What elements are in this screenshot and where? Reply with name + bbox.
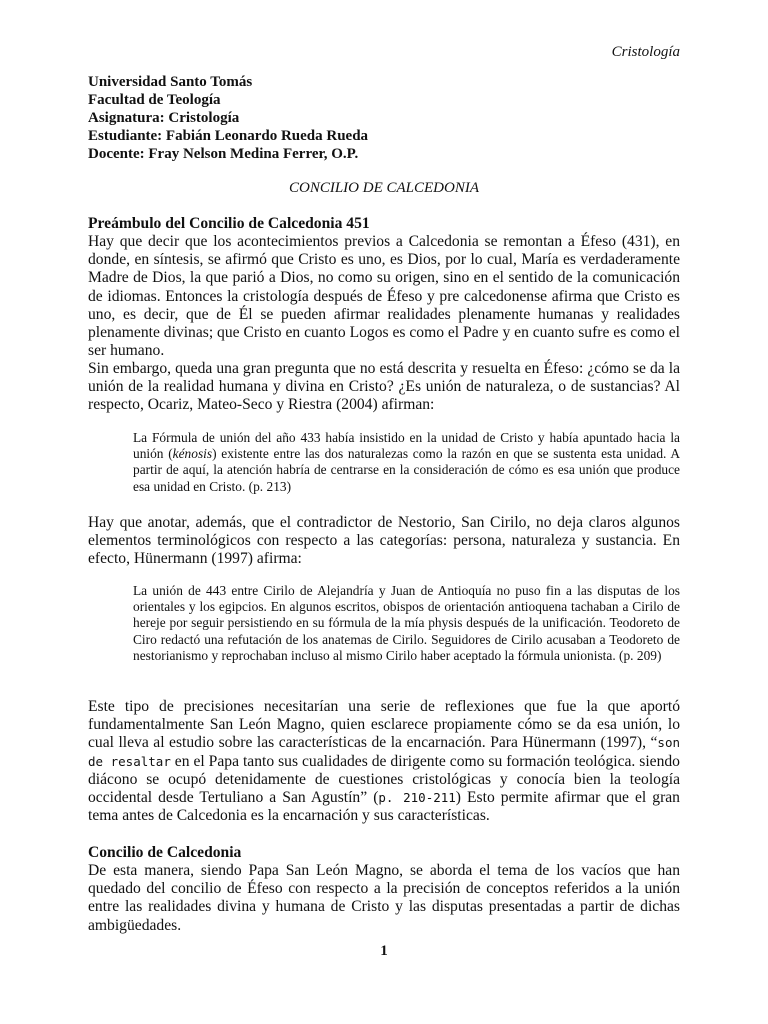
paragraph-1: Hay que decir que los acontecimientos previos a Calcedonia se remontan a Éfeso (431), en donde, en síntesis, se afirmó que Cristo es uno, es Dios, por lo cual, María es verdaderamente Madre de Dios, la que parió a Dios, no como su origen, sino en el sentido de la comunicación de idiomas. Entonces la cristología después de Éfeso y pre calcedonense afirma que Cristo es uno, es decir, que de Él se pueden afirmar realidades plenamente humanas y realidades plenamente divinas; que Cristo en cuanto Logos es como el Padre y en cuanto sufre es como el ser humano.: [88, 233, 680, 360]
paragraph-3: Hay que anotar, además, que el contradictor de Nestorio, San Cirilo, no deja claros algunos elementos terminológicos con respecto a las categorías: persona, naturaleza y sustancia. En efecto, Hünermann (1997) afirma:: [88, 514, 680, 568]
section-heading-concilio: Concilio de Calcedonia: [88, 844, 242, 861]
paragraph-4-monospace-quote: son de resaltar: [88, 735, 680, 769]
quote-1-part-b: ) existente entre las dos naturalezas como la razón en que se sustenta esta unidad. A partir de aquí, la atención habría de centrarse en la consideración de cómo es esa unión que produce esa unidad en Cristo. (p. 213): [133, 446, 681, 494]
university-line: Universidad Santo Tomás: [88, 74, 253, 90]
page-number: 1: [380, 943, 388, 959]
paragraph-4-monospace-citation: p. 210-211: [378, 790, 456, 806]
paragraph-4: [88, 698, 680, 825]
student-line: Estudiante: Fabián Leonardo Rueda Rueda: [88, 128, 369, 144]
quote-1-italic-term: kénosis: [172, 446, 213, 462]
faculty-line: Facultad de Teología: [88, 92, 221, 108]
running-header-title: Cristología: [611, 44, 680, 60]
document-metadata: [88, 73, 368, 163]
block-quote-1: [133, 430, 680, 495]
paragraph-2: Sin embargo, queda una gran pregunta que no está descrita y resuelta en Éfeso: ¿cómo se da la unión de la realidad humana y divina en Cristo? ¿Es unión de naturaleza, o de sustancias? Al respecto, Ocariz, Mateo-Seco y Riestra (2004) afirman:: [88, 360, 680, 414]
paragraph-4-part-a: Este tipo de precisiones necesitarían una serie de reflexiones que fue la que aportó fundamentalmente San León Magno, quien esclarece propiamente cómo se da esa unión, lo cual lleva al estudio sobre las características de la encarnación. Para Hünermann (1997), “: [88, 698, 680, 752]
paragraph-4-part-c: ) Esto permite afirmar que el gran tema antes de Calcedonia es la encarnación y sus características.: [88, 789, 680, 825]
block-quote-2: La unión de 443 entre Cirilo de Alejandría y Juan de Antioquía no puso fin a las disputas de los orientales y los egipcios. En algunos escritos, obispos de orientación antioquena tachaban a Cirilo de hereje por seguir persistiendo en su fórmula de la mía physis después de la unificación. Teodoreto de Ciro redactó una refutación de los anatemas de Cirilo. Seguidores de Cirilo acusaban a Teodoreto de nestorianismo y reprochaban incluso al mismo Cirilo haber aceptado la fórmula unionista. (p. 209): [133, 583, 680, 663]
document-title: CONCILIO DE CALCEDONIA: [288, 180, 479, 196]
teacher-line: Docente: Fray Nelson Medina Ferrer, O.P.: [88, 146, 359, 162]
paragraph-5: De esta manera, siendo Papa San León Magno, se aborda el tema de los vacíos que han quedado del concilio de Éfeso con respecto a la precisión de conceptos referidos a la unión entre las realidades divina y humana de Cristo y las disputas presentadas a partir de dichas ambigüedades.: [88, 862, 680, 934]
subject-line: Asignatura: Cristología: [88, 110, 240, 126]
quote-1-part-a: La Fórmula de unión del año 433 había insistido en la unidad de Cristo y había apuntado hacia la unión (: [133, 430, 680, 462]
paragraph-4-part-b: en el Papa tanto sus cualidades de dirigente como su formación teológica. siendo diácono se ocupó detenidamente de cuestiones cristológicas y conocía bien la teología occidental desde Tertuliano a San Agustín” (: [88, 752, 680, 807]
section-heading-preambulo: Preámbulo del Concilio de Calcedonia 451: [88, 215, 370, 232]
